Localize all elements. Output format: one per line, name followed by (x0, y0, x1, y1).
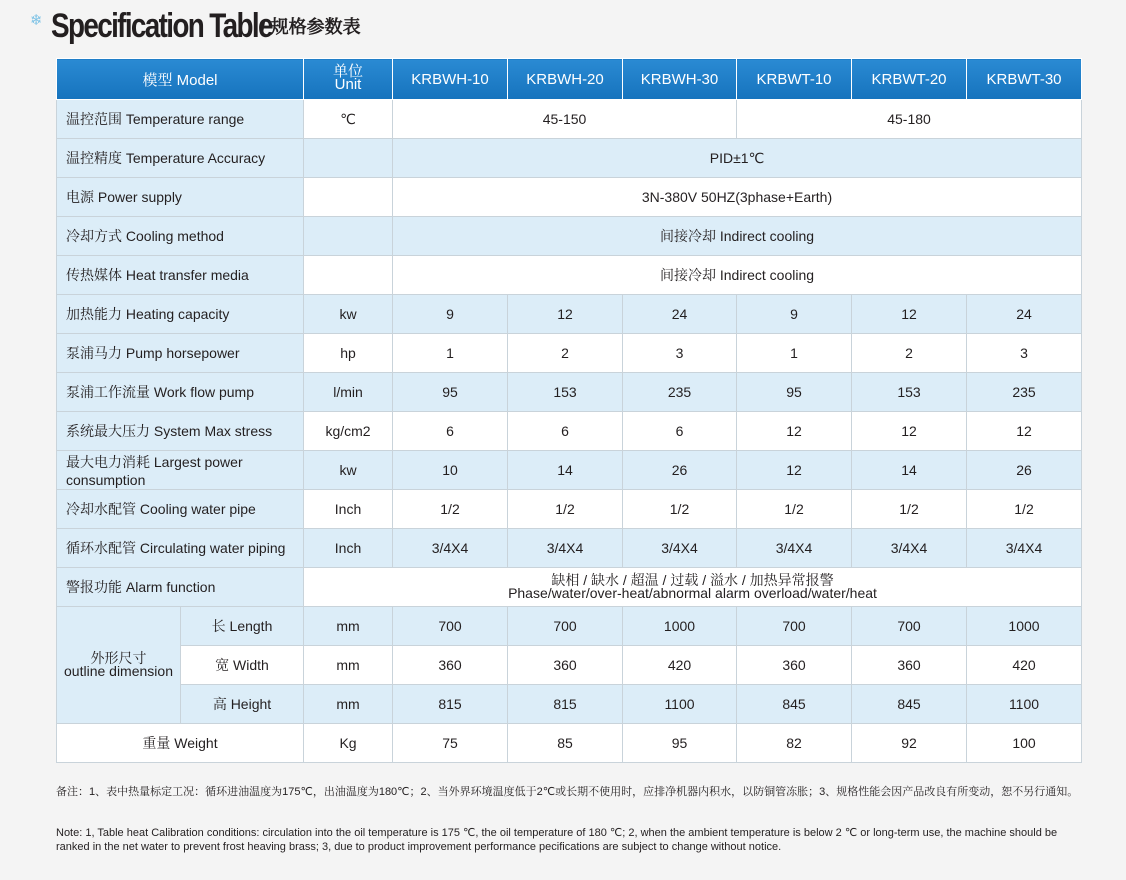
row-value-span: 45-180 (737, 100, 1082, 139)
row-value: 1/2 (508, 490, 623, 529)
row-value-span: 间接冷却 Indirect cooling (393, 217, 1082, 256)
row-value: 1000 (967, 607, 1082, 646)
header-model: 模型 Model (57, 59, 304, 100)
row-unit: Inch (304, 490, 393, 529)
row-unit (304, 256, 393, 295)
row-value: 3 (623, 334, 737, 373)
row-value: 26 (967, 451, 1082, 490)
row-value: 1 (393, 334, 508, 373)
row-value: 100 (967, 724, 1082, 763)
row-unit: kw (304, 295, 393, 334)
row-unit (304, 178, 393, 217)
row-unit: ℃ (304, 100, 393, 139)
row-value: 2 (852, 334, 967, 373)
header-unit-cn: 单位 (332, 63, 363, 80)
row-value: 235 (967, 373, 1082, 412)
row-value: 420 (623, 646, 737, 685)
row-label: 系统最大压力 System Max stress (57, 412, 304, 451)
dimension-group (57, 607, 181, 724)
row-value: 75 (393, 724, 508, 763)
row-unit: l/min (304, 373, 393, 412)
table-row (57, 412, 1082, 451)
row-unit: mm (304, 646, 393, 685)
row-value-span: 45-150 (393, 100, 737, 139)
row-label: 冷却水配管 Cooling water pipe (57, 490, 304, 529)
table-row (57, 607, 1082, 646)
row-value: 12 (508, 295, 623, 334)
header-model-0: KRBWH-10 (393, 59, 508, 100)
row-value: 700 (852, 607, 967, 646)
header-model-2: KRBWH-30 (623, 59, 737, 100)
row-label: 泵浦马力 Pump horsepower (57, 334, 304, 373)
row-value: 3 (967, 334, 1082, 373)
row-value: 360 (393, 646, 508, 685)
row-value: 700 (508, 607, 623, 646)
row-value: 700 (393, 607, 508, 646)
row-value: 24 (967, 295, 1082, 334)
table-row (57, 529, 1082, 568)
row-value: 1/2 (852, 490, 967, 529)
row-value: 14 (852, 451, 967, 490)
dimension-group-cn: 外形尺寸 (90, 650, 147, 666)
row-unit: kg/cm2 (304, 412, 393, 451)
row-value: 6 (623, 412, 737, 451)
table-row (57, 685, 1082, 724)
dimension-group-en: outline dimension (64, 663, 173, 679)
row-value: 3/4X4 (508, 529, 623, 568)
row-label: 加热能力 Heating capacity (57, 295, 304, 334)
row-value: 700 (737, 607, 852, 646)
page-title: Specification Table (50, 6, 272, 45)
row-value-span: PID±1℃ (393, 139, 1082, 178)
row-label: 泵浦工作流量 Work flow pump (57, 373, 304, 412)
page-subtitle: / 规格参数表 (260, 17, 361, 37)
row-value: 845 (852, 685, 967, 724)
row-unit (304, 217, 393, 256)
row-value: 95 (623, 724, 737, 763)
row-value: 85 (508, 724, 623, 763)
table-row (57, 139, 1082, 178)
alarm-text-en: Phase/water/over-heat/abnormal alarm overload/water/heat (508, 584, 877, 601)
row-value: 1100 (967, 685, 1082, 724)
row-unit: hp (304, 334, 393, 373)
dimension-label: 宽 Width (181, 646, 304, 685)
weight-label: 重量 Weight (57, 724, 304, 763)
row-value: 12 (852, 412, 967, 451)
row-value: 1/2 (737, 490, 852, 529)
row-value: 12 (737, 451, 852, 490)
row-value: 1/2 (393, 490, 508, 529)
row-value-span: 3N-380V 50HZ(3phase+Earth) (393, 178, 1082, 217)
row-value: 235 (623, 373, 737, 412)
row-value: 815 (393, 685, 508, 724)
row-value: 26 (623, 451, 737, 490)
row-value: 3/4X4 (393, 529, 508, 568)
notes-en: Note: 1, Table heat Calibration conditions: circulation into the oil temperature is 175 ℃, the oil temperature of 180 ℃; 2, when the ambient temperature is below 2 ℃ or long-term use, the machine should be ranked in the net water to prevent frost heaving brass; 3, due to product improvement performance pecifications are subject to change without notice. (56, 827, 1058, 853)
row-value: 12 (737, 412, 852, 451)
row-label: 温控精度 Temperature Accuracy (57, 139, 304, 178)
table-row (57, 178, 1082, 217)
table-row (57, 373, 1082, 412)
row-value: 1 (737, 334, 852, 373)
row-value: 1000 (623, 607, 737, 646)
row-unit: mm (304, 607, 393, 646)
notes-cn: 备注：1、表中热量标定工况：循环进油温度为175℃，出油温度为180℃；2、当外界环境温度低于2℃或长期不使用时，应排净机器内积水，以防铜管冻胀；3、规格性能会因产品改良有所变动，恕不另行通知。 (56, 786, 1079, 798)
row-value: 82 (737, 724, 852, 763)
row-unit: Kg (304, 724, 393, 763)
row-value: 153 (852, 373, 967, 412)
row-value: 420 (967, 646, 1082, 685)
table-row (57, 295, 1082, 334)
header-model-3: KRBWT-10 (737, 59, 852, 100)
snowflake-icon: ❄ (30, 12, 43, 29)
row-value: 3/4X4 (623, 529, 737, 568)
row-value: 3/4X4 (737, 529, 852, 568)
table-row (57, 451, 1082, 490)
row-label: 冷却方式 Cooling method (57, 217, 304, 256)
row-value: 1100 (623, 685, 737, 724)
row-value: 95 (393, 373, 508, 412)
row-value: 12 (852, 295, 967, 334)
row-label: 电源 Power supply (57, 178, 304, 217)
row-value: 92 (852, 724, 967, 763)
spec-table (56, 58, 1082, 763)
row-value: 815 (508, 685, 623, 724)
header-model-5: KRBWT-30 (967, 59, 1082, 100)
row-value: 9 (393, 295, 508, 334)
row-value: 360 (852, 646, 967, 685)
row-unit: Inch (304, 529, 393, 568)
row-label: 循环水配管 Circulating water piping (57, 529, 304, 568)
row-value: 360 (508, 646, 623, 685)
row-unit: kw (304, 451, 393, 490)
row-label: 传热媒体 Heat transfer media (57, 256, 304, 295)
row-label: 温控范围 Temperature range (57, 100, 304, 139)
row-value: 12 (967, 412, 1082, 451)
dimension-label: 高 Height (181, 685, 304, 724)
header-model-1: KRBWH-20 (508, 59, 623, 100)
table-header-row (57, 59, 1082, 100)
table-row (57, 490, 1082, 529)
row-value: 24 (623, 295, 737, 334)
header-unit-en: Unit (334, 76, 362, 93)
alarm-text-cn: 缺相 / 缺水 / 超温 / 过载 / 溢水 / 加热异常报警 (551, 571, 834, 588)
dimension-label: 长 Length (181, 607, 304, 646)
row-value: 14 (508, 451, 623, 490)
row-value: 360 (737, 646, 852, 685)
row-value-span: 间接冷却 Indirect cooling (393, 256, 1082, 295)
row-value: 6 (393, 412, 508, 451)
row-value: 9 (737, 295, 852, 334)
row-value: 3/4X4 (852, 529, 967, 568)
table-row (57, 217, 1082, 256)
header-model-4: KRBWT-20 (852, 59, 967, 100)
row-label: 最大电力消耗 Largest power consumption (57, 451, 304, 490)
page-header (30, 6, 361, 46)
row-value: 2 (508, 334, 623, 373)
row-value: 95 (737, 373, 852, 412)
row-value: 1/2 (967, 490, 1082, 529)
row-label: 警报功能 Alarm function (57, 568, 304, 607)
table-row (57, 568, 1082, 607)
alarm-value (304, 568, 1082, 607)
row-value: 10 (393, 451, 508, 490)
table-row (57, 724, 1082, 763)
row-unit (304, 139, 393, 178)
table-row (57, 646, 1082, 685)
row-value: 845 (737, 685, 852, 724)
table-row (57, 334, 1082, 373)
row-value: 153 (508, 373, 623, 412)
row-unit: mm (304, 685, 393, 724)
table-row (57, 256, 1082, 295)
row-value: 6 (508, 412, 623, 451)
header-unit (304, 59, 393, 100)
row-value: 3/4X4 (967, 529, 1082, 568)
row-value: 1/2 (623, 490, 737, 529)
table-row (57, 100, 1082, 139)
